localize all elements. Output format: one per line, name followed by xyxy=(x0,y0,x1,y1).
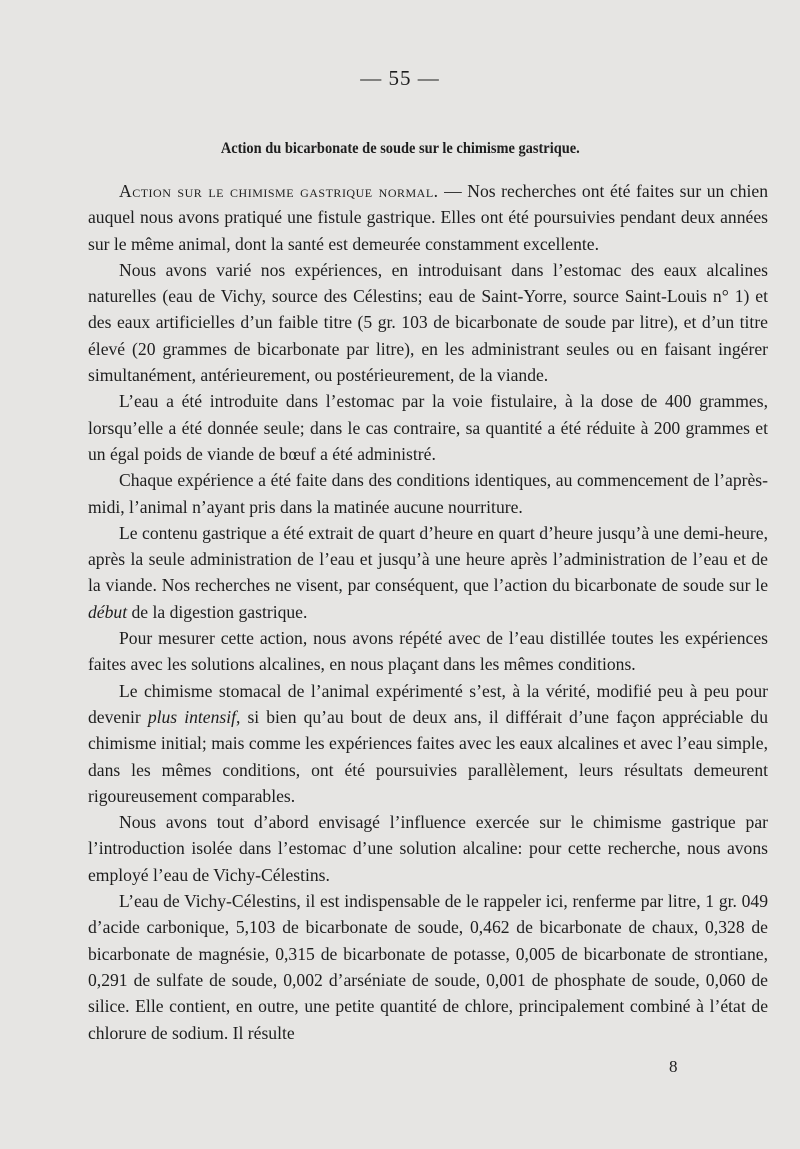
paragraph-8: Nous avons tout d’abord envisagé l’influence exercée sur le chimisme gastrique par l’introduction isolée dans l’estomac d’une solution alcaline: pour cette recherche, nous avons employé l’eau de Vichy-Célestins. xyxy=(88,812,768,885)
paragraph-5 xyxy=(88,520,768,625)
paragraph-text-tail: de la digestion gastrique. xyxy=(127,601,308,622)
paragraph-3: L’eau a été introduite dans l’estomac par la voie fistulaire, à la dose de 400 grammes, lorsqu’elle a été donnée seule; dans le cas contraire, sa quantité a été réduite à 200 grammes et un égal poids de viande de bœuf a été administré. xyxy=(88,391,768,464)
paragraph-4: Chaque expérience a été faite dans des conditions identiques, au commencement de l’après-midi, l’animal n’ayant pris dans la matinée aucune nourriture. xyxy=(88,470,768,517)
paragraph-6: Pour mesurer cette action, nous avons répété avec de l’eau distillée toutes les expériences faites avec les solutions alcalines, en nous plaçant dans les mêmes conditions. xyxy=(88,628,768,675)
paragraph-text-tail: , si bien qu’au bout de deux ans, il différait d’une façon appréciable du chimisme initial; mais comme les expériences faites avec les eaux alcalines et avec l’eau simple, dans les mêmes conditions, ont été poursuivies parallèlement, leurs résultats demeurent rigoureusement comparables. xyxy=(88,706,768,806)
paragraph-2: Nous avons varié nos expériences, en introduisant dans l’estomac des eaux alcalines naturelles (eau de Vichy, source des Célestins; eau de Saint-Yorre, source Saint-Louis n° 1) et des eaux artificielles d’un faible titre (5 gr. 103 de bicarbonate de soude par litre), et d’un titre élevé (20 grammes de bicarbonate par litre), en les administrant seules ou en faisant ingérer simultanément, antérieurement, ou postérieurement, de la viande. xyxy=(88,259,768,386)
paragraph-text: Le contenu gastrique a été extrait de quart d’heure en quart d’heure jusqu’à une demi-heure, après la seule administration de l’eau et jusqu’à une heure après l’administration de l’eau et de la viande. Nos recherches ne visent, par conséquent, que l’action du bicarbonate de soude sur le xyxy=(88,522,768,596)
paragraph-9: L’eau de Vichy-Célestins, il est indispensable de le rappeler ici, renferme par litre, 1 gr. 049 d’acide carbonique, 5,103 de bicarbonate de soude, 0,462 de bicarbonate de chaux, 0,328 de bicarbonate de magnésie, 0,315 de bicarbonate de potasse, 0,005 de bicarbonate de strontiane, 0,291 de sulfate de soude, 0,002 d’arséniate de soude, 0,001 de phosphate de soude, 0,060 de silice. Elle contient, en outre, une petite quantité de chlore, principalement combiné à l’état de chlorure de sodium. Il résulte xyxy=(88,891,768,1043)
emphasis-text: plus intensif xyxy=(147,706,236,727)
body-text xyxy=(88,178,768,1046)
emphasis-text: début xyxy=(88,601,128,622)
paragraph-7 xyxy=(88,678,768,809)
paragraph-text: Le chimisme stomacal de l’animal expérimenté s’est, à la vérité, modifié peu à peu pour devenir xyxy=(88,680,768,727)
paragraph-lead: Action sur le chimisme gastrique normal. xyxy=(119,181,439,201)
page-number: — 55 — xyxy=(360,66,440,90)
section-title: Action du bicarbonate de soude sur le chimisme gastrique. xyxy=(220,140,580,157)
paragraph-1 xyxy=(88,178,768,257)
signature-mark: 8 xyxy=(669,1057,678,1076)
paragraph-text: — Nos recherches ont été faites sur un chien auquel nous avons pratiqué une fistule gastrique. Elles ont été poursuivies pendant deux années sur le même animal, dont la santé est demeurée constamment excellente. xyxy=(88,181,768,254)
